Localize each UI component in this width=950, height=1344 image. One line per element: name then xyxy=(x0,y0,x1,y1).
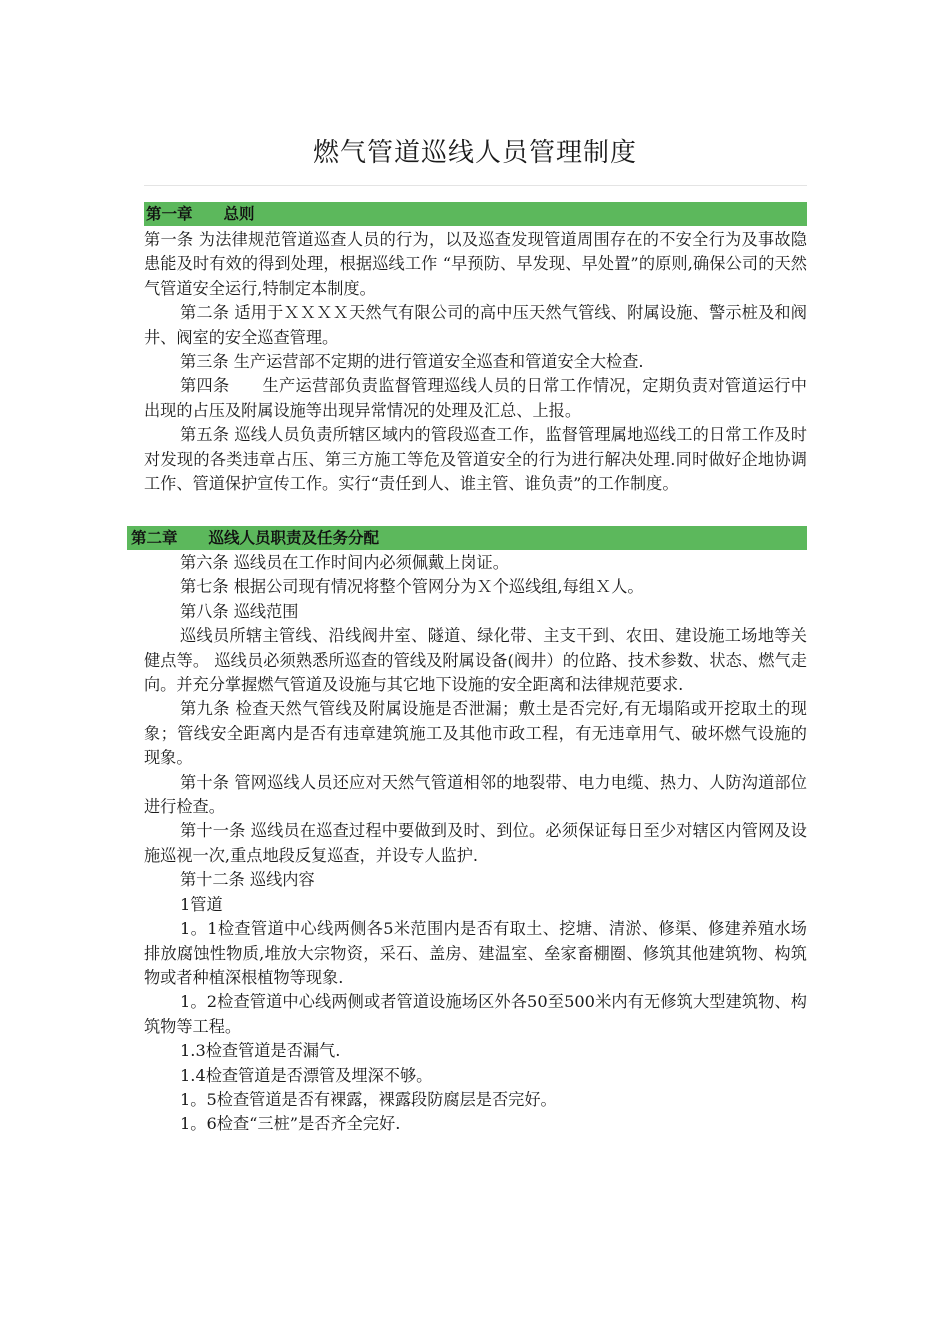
item-1-6: 1。6检查“三桩”是否齐全完好. xyxy=(180,1114,401,1134)
article-6: 第六条 巡线员在工作时间内必须佩戴上岗证。 xyxy=(180,553,509,572)
article-3: 第三条 生产运营部不定期的进行管道安全巡查和管道安全大检查. xyxy=(180,352,644,372)
article-9: 第九条 检查天然气管线及附属设施是否泄漏；敷土是否完好,有无塌陷或开挖取土的现象；管线安全距离内是否有违章建筑施工及其他市政工程，有无违章用气、破坏燃气设施的现象。 xyxy=(144,699,807,768)
article-10: 第十条 管网巡线人员还应对天然气管道相邻的地裂带、电力电缆、热力、人防沟道部位进行检查。 xyxy=(144,772,807,817)
article-1: 第一条 为法律规范管道巡查人员的行为，以及巡查发现管道周围存在的不安全行为及事故隐患能及时有效的得到处理，根据巡线工作 “早预防、早发现、早处置”的原则,确保公司的天然气管道安全运行,特制定本制度。 xyxy=(144,230,807,298)
article-8-detail: 巡线员所辖主管线、沿线阀井室、隧道、绿化带、主支干到、农田、建设施工场地等关健点等。 巡线员必须熟悉所巡查的管线及附属设备(阀井）的位路、技术参数、状态、燃气走向。并充分掌握燃气管道及设施与其它地下设施的安全距离和法律规范要求. xyxy=(144,626,807,695)
title-divider xyxy=(144,185,807,186)
chapter-1-heading: 第一章 总则 xyxy=(144,202,807,226)
item-1-pipeline: 1管道 xyxy=(180,894,223,914)
item-1-1: 1。1检查管道中心线两侧各5米范围内是否有取土、挖塘、清淤、修渠、修建养殖水场排放腐蚀性物质,堆放大宗物资，采石、盖房、建温室、垒家畜棚圈、修筑其他建筑物、构筑物或者种植深根植物等现象. xyxy=(144,919,807,987)
article-11: 第十一条 巡线员在巡查过程中要做到及时、到位。必须保证每日至少对辖区内管网及设施巡视一次,重点地段反复巡查，并设专人监护. xyxy=(144,821,807,865)
item-1-5: 1。5检查管道是否有裸露，裸露段防腐层是否完好。 xyxy=(180,1089,557,1109)
chapter-1-body xyxy=(144,228,807,496)
article-5: 第五条 巡线人员负责所辖区域内的管段巡查工作，监督管理属地巡线工的日常工作及时对发现的各类违章占压、第三方施工等危及管道安全的行为进行解决处理.同时做好企地协调工作、管道保护宣传工作。实行“责任到人、谁主管、谁负责”的工作制度。 xyxy=(144,425,807,494)
page-title: 燃气管道巡线人员管理制度 xyxy=(312,138,637,168)
chapter-2-body xyxy=(144,551,807,1137)
article-7: 第七条 根据公司现有情况将整个管网分为Ｘ个巡线组,每组Ｘ人。 xyxy=(180,577,644,597)
item-1-3: 1.3检查管道是否漏气. xyxy=(180,1041,341,1061)
article-2: 第二条 适用于ＸＸＸＸ天然气有限公司的高中压天然气管线、附属设施、警示桩及和阀井、阀室的安全巡查管理。 xyxy=(144,303,807,347)
article-12: 第十二条 巡线内容 xyxy=(180,870,315,890)
item-1-2: 1。2检查管道中心线两侧或者管道设施场区外各50至500米内有无修筑大型建筑物、构筑物等工程。 xyxy=(144,992,807,1036)
article-4: 第四条 生产运营部负责监督管理巡线人员的日常工作情况，定期负责对管道运行中出现的占压及附属设施等出现异常情况的处理及汇总、上报。 xyxy=(144,376,807,420)
article-8: 第八条 巡线范围 xyxy=(180,601,299,621)
chapter-2-heading: 第二章 巡线人员职责及任务分配 xyxy=(127,526,807,550)
item-1-4: 1.4检查管道是否漂管及埋深不够。 xyxy=(180,1065,433,1085)
